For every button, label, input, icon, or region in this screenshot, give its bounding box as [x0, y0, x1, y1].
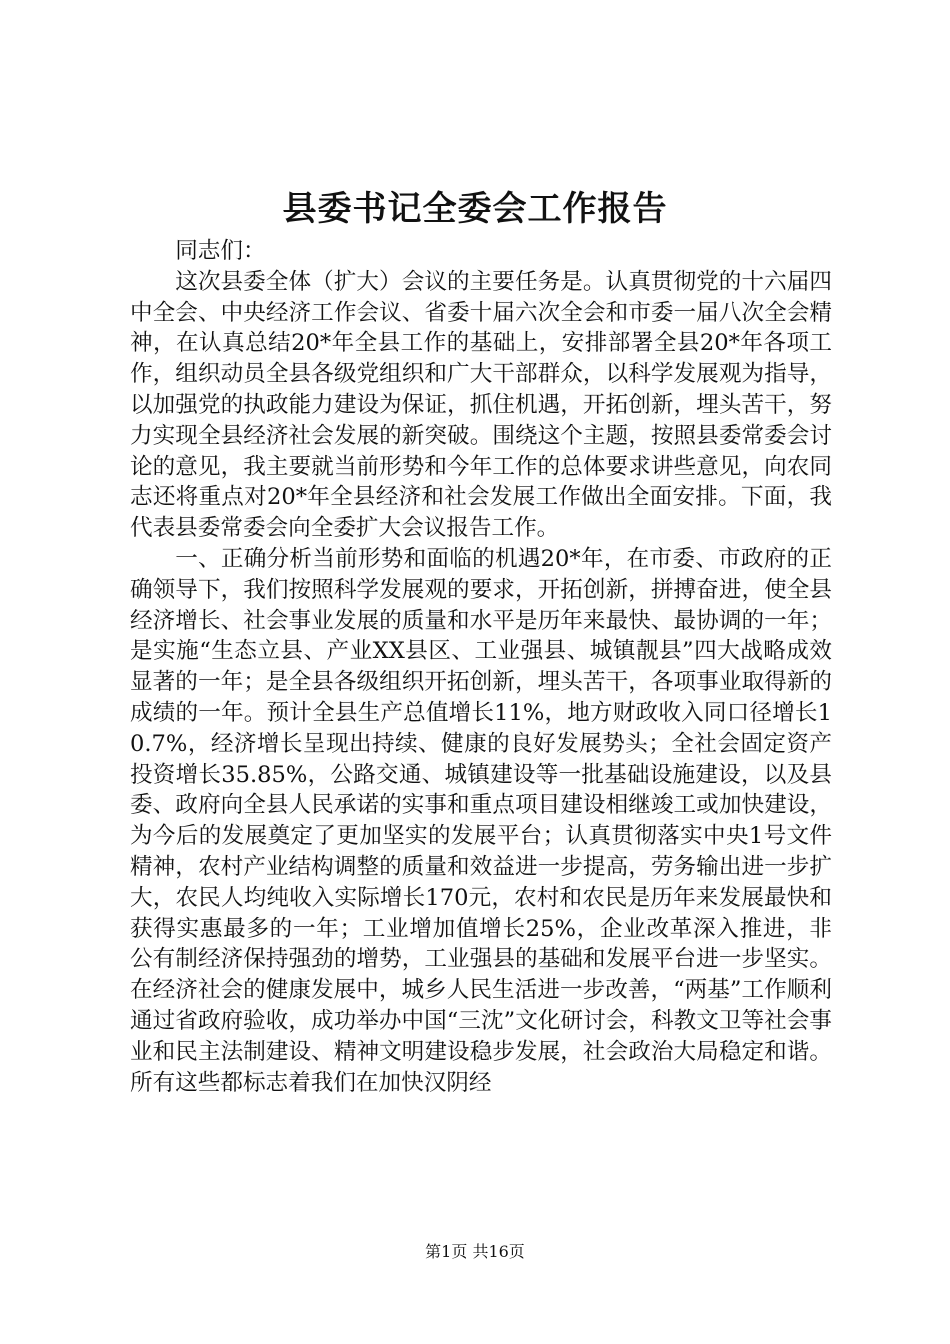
salutation: 同志们：	[175, 238, 266, 264]
page-number-footer: 第1页 共16页	[425, 1242, 525, 1261]
document-body	[130, 236, 832, 1098]
paragraph-section-one: 一、正确分析当前形势和面临的机遇20*年，在市委、市政府的正确领导下，我们按照科学发展观的要求，开拓创新，拼搏奋进，使全县经济增长、社会事业发展的质量和水平是历年来最快、最协调的一年；是实施“生态立县、产业XX县区、工业强县、城镇靓县”四大战略成效显著的一年；是全县各级组织开拓创新，埋头苦干，各项事业取得新的成绩的一年。预计全县生产总值增长11%，地方财政收入同口径增长10.7%，经济增长呈现出持续、健康的良好发展势头；全社会固定资产投资增长35.85%，公路交通、城镇建设等一批基础设施建设，以及县委、政府向全县人民承诺的实事和重点项目建设相继竣工或加快建设，为今后的发展奠定了更加坚实的发展平台；认真贯彻落实中央1号文件精神，农村产业结构调整的质量和效益进一步提高，劳务输出进一步扩大，农民人均纯收入实际增长170元，农村和农民是历年来发展最快和获得实惠最多的一年；工业增加值增长25%，企业改革深入推进，非公有制经济保持强劲的增势，工业强县的基础和发展平台进一步坚实。在经济社会的健康发展中，城乡人民生活进一步改善，“两基”工作顺利通过省政府验收，成功举办中国“三沈”文化研讨会，科教文卫等社会事业和民主法制建设、精神文明建设稳步发展，社会政治大局稳定和谐。所有这些都标志着我们在加快汉阴经	[130, 545, 832, 1096]
document-title: 县委书记全委会工作报告	[282, 189, 668, 229]
paragraph-intro: 这次县委全体（扩大）会议的主要任务是。认真贯彻党的十六届四中全会、中央经济工作会议、省委十届六次全会和市委一届八次全会精神，在认真总结20*年全县工作的基础上，安排部署全县20*年各项工作，组织动员全县各级党组织和广大干部群众，以科学发展观为指导，以加强党的执政能力建设为保证，抓住机遇，开拓创新，埋头苦干，努力实现全县经济社会发展的新突破。围绕这个主题，按照县委常委会讨论的意见，我主要就当前形势和今年工作的总体要求讲些意见，向农同志还将重点对20*年全县经济和社会发展工作做出全面安排。下面，我代表县委常委会向全委扩大会议报告工作。	[130, 268, 832, 542]
